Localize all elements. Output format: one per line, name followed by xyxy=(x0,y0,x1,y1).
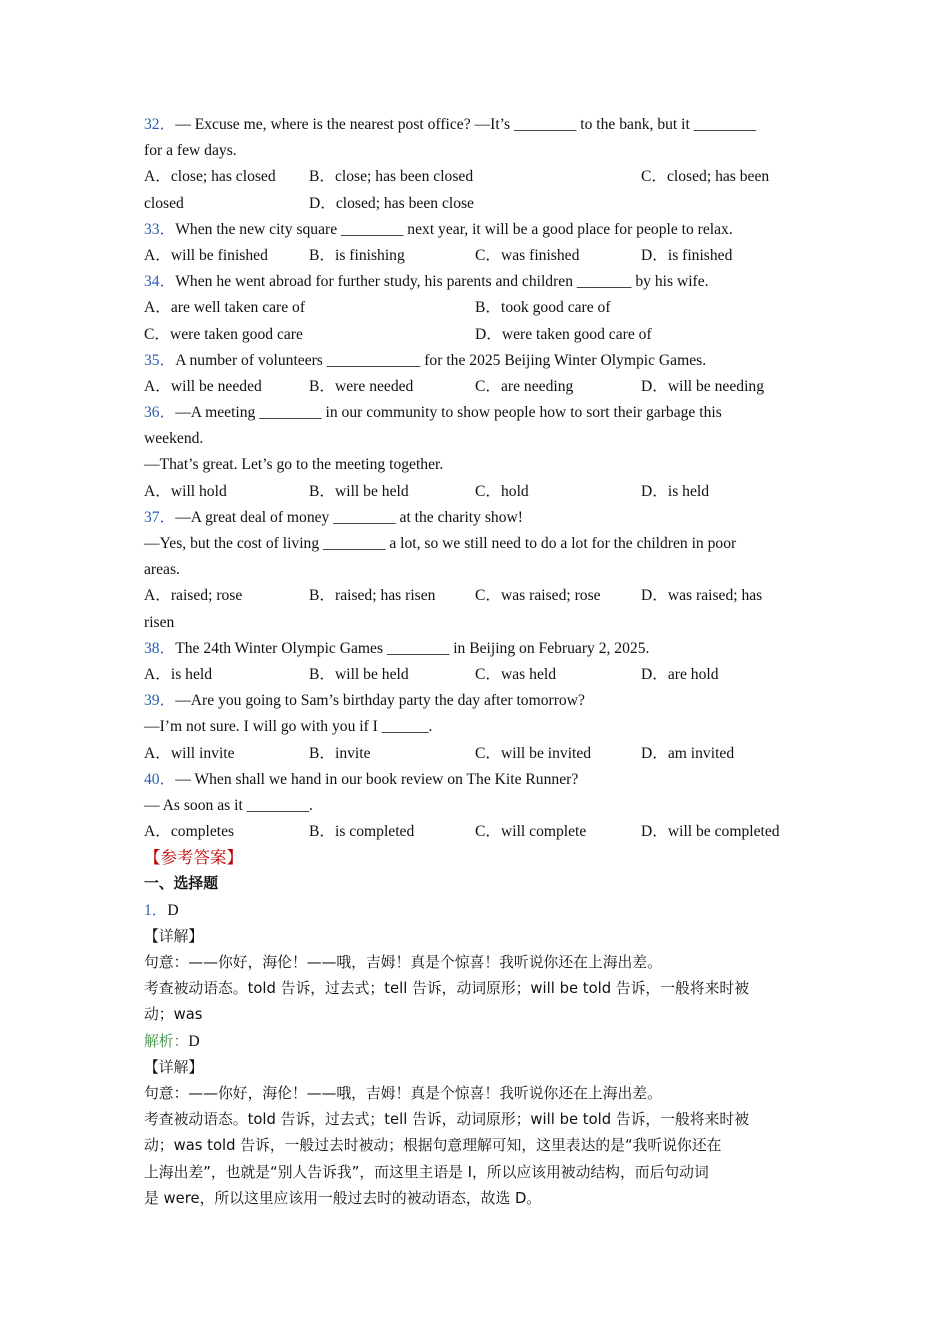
question-number: 32． xyxy=(144,116,176,133)
detail-label: 【详解】 xyxy=(144,1058,204,1076)
option-c: C．was held xyxy=(475,665,556,683)
option-d: D．will be needing xyxy=(641,377,764,395)
question-40-stem xyxy=(144,767,808,793)
explanation-line: 上海出差”，也就是“别人告诉我”，而这里主语是 I，所以应该用被动结构，而后句动词 xyxy=(144,1163,709,1181)
option-a: A．will be finished xyxy=(144,246,268,264)
question-text: —A great deal of money ________ at the charity show! xyxy=(175,508,523,526)
option-b: B．took good care of xyxy=(475,299,611,317)
option-d: D．closed; has been close xyxy=(309,194,474,212)
option-d: D．were taken good care of xyxy=(475,325,652,343)
option-c: C．are needing xyxy=(475,377,574,395)
section-heading: 一、选择题 xyxy=(144,875,218,893)
question-number: 34． xyxy=(144,273,176,291)
question-39-options xyxy=(144,741,808,767)
question-text: When he went abroad for further study, his parents and children _______ by his wife. xyxy=(175,273,709,291)
option-b: B．will be held xyxy=(309,665,409,683)
option-b: B．raised; has risen xyxy=(309,587,436,605)
option-b: B．were needed xyxy=(309,377,414,395)
question-32-stem-cont: for a few days. xyxy=(144,142,237,160)
question-number: 40． xyxy=(144,770,176,788)
question-33-options xyxy=(144,243,808,269)
question-text: —A meeting ________ in our community to show people how to sort their garbage this xyxy=(175,404,722,422)
option-d: D．is held xyxy=(641,482,710,500)
analysis-answer: D xyxy=(188,1032,200,1050)
option-a: A．is held xyxy=(144,665,213,683)
option-b: B．is finishing xyxy=(309,246,405,264)
question-text: — Excuse me, where is the nearest post office? —It’s ________ to the bank, but it ________ xyxy=(175,116,757,133)
question-33-stem xyxy=(144,217,808,243)
option-a: A．raised; rose xyxy=(144,587,243,605)
option-a: A．will hold xyxy=(144,482,227,500)
question-32-stem xyxy=(144,112,808,138)
explanation-line: 考查被动语态。told 告诉，过去式；tell 告诉，动词原形；will be told 告诉，一般将来时被 xyxy=(144,1111,749,1129)
question-text: —Are you going to Sam’s birthday party the day after tomorrow? xyxy=(175,692,585,710)
question-text: When the new city square ________ next year, it will be a good place for people to relax. xyxy=(175,220,733,238)
option-c-cont: closed xyxy=(144,194,184,212)
explanation-line: 考查被动语态。told 告诉，过去式；tell 告诉，动词原形；will be told 告诉，一般将来时被 xyxy=(144,980,749,998)
option-a: A．will invite xyxy=(144,744,235,762)
analysis-label: 解析： xyxy=(144,1032,189,1050)
option-a: A．will be needed xyxy=(144,377,262,395)
question-39-reply: —I’m not sure. I will go with you if I ______. xyxy=(144,718,433,736)
answer-number: 1． xyxy=(144,901,168,919)
document-page xyxy=(144,112,808,1212)
option-d-cont: risen xyxy=(144,613,175,631)
option-c: C．will complete xyxy=(475,823,587,841)
detail-label: 【详解】 xyxy=(144,927,204,945)
question-34-options-row2 xyxy=(144,322,808,348)
question-36-stem-cont: weekend. xyxy=(144,430,204,448)
option-c: C．was finished xyxy=(475,246,580,264)
question-37-options xyxy=(144,583,808,609)
option-c: C．hold xyxy=(475,482,529,500)
question-number: 35． xyxy=(144,351,176,369)
option-b: B．close; has been closed xyxy=(309,168,474,186)
option-b: B．is completed xyxy=(309,823,415,841)
option-b: B．invite xyxy=(309,744,371,762)
question-number: 36． xyxy=(144,404,176,422)
question-40-options xyxy=(144,819,808,845)
option-d: D．will be completed xyxy=(641,823,780,841)
sentence-meaning: 句意：——你好，海伦！——哦，吉姆！真是个惊喜！我听说你还在上海出差。 xyxy=(144,1084,662,1102)
question-37-stem xyxy=(144,505,808,531)
question-36-stem xyxy=(144,400,808,426)
question-40-reply: — As soon as it ________. xyxy=(144,796,313,814)
question-35-options xyxy=(144,374,808,400)
question-number: 38． xyxy=(144,639,176,657)
question-number: 39． xyxy=(144,692,176,710)
question-text: A number of volunteers ____________ for the 2025 Beijing Winter Olympic Games. xyxy=(175,351,707,369)
option-d: D．was raised; has xyxy=(641,587,763,605)
answer-value: D xyxy=(167,901,179,919)
question-37-reply: —Yes, but the cost of living ________ a lot, so we still need to do a lot for the children in poor xyxy=(144,535,737,552)
question-38-options xyxy=(144,662,808,688)
question-text: The 24th Winter Olympic Games ________ in Beijing on February 2, 2025. xyxy=(175,639,650,657)
option-c: C．closed; has been xyxy=(641,168,770,186)
question-number: 33． xyxy=(144,220,176,238)
question-text: — When shall we hand in our book review on The Kite Runner? xyxy=(175,770,579,788)
analysis-line xyxy=(144,1029,808,1055)
answer-item-1 xyxy=(144,898,808,924)
question-37-reply-cont: areas. xyxy=(144,561,180,579)
option-c: C．was raised; rose xyxy=(475,587,601,605)
explanation-line: 是 were，所以这里应该用一般过去时的被动语态，故选 D。 xyxy=(144,1189,542,1207)
option-c: C．will be invited xyxy=(475,744,592,762)
explanation-line: 动；was xyxy=(144,1006,203,1024)
sentence-meaning: 句意：——你好，海伦！——哦，吉姆！真是个惊喜！我听说你还在上海出差。 xyxy=(144,954,662,971)
answer-key-title: 【参考答案】 xyxy=(144,848,243,868)
option-d: D．is finished xyxy=(641,246,733,264)
question-34-options-row1 xyxy=(144,295,808,321)
option-b: B．will be held xyxy=(309,482,409,500)
question-38-stem xyxy=(144,636,808,662)
option-a: A．close; has closed xyxy=(144,168,276,186)
question-36-reply: —That’s great. Let’s go to the meeting together. xyxy=(144,456,444,474)
question-32-options-row1 xyxy=(144,164,808,190)
option-d: D．am invited xyxy=(641,744,735,762)
option-c: C．were taken good care xyxy=(144,325,303,343)
question-34-stem xyxy=(144,269,808,295)
question-35-stem xyxy=(144,348,808,374)
option-a: A．are well taken care of xyxy=(144,299,306,317)
question-number: 37． xyxy=(144,508,176,526)
option-d: D．are hold xyxy=(641,665,719,683)
question-32-options-row2 xyxy=(144,191,808,217)
question-36-options xyxy=(144,479,808,505)
question-39-stem xyxy=(144,688,808,714)
option-a: A．completes xyxy=(144,823,235,841)
explanation-line: 动；was told 告诉，一般过去时被动；根据句意理解可知，这里表达的是“我听说你还在 xyxy=(144,1137,722,1155)
